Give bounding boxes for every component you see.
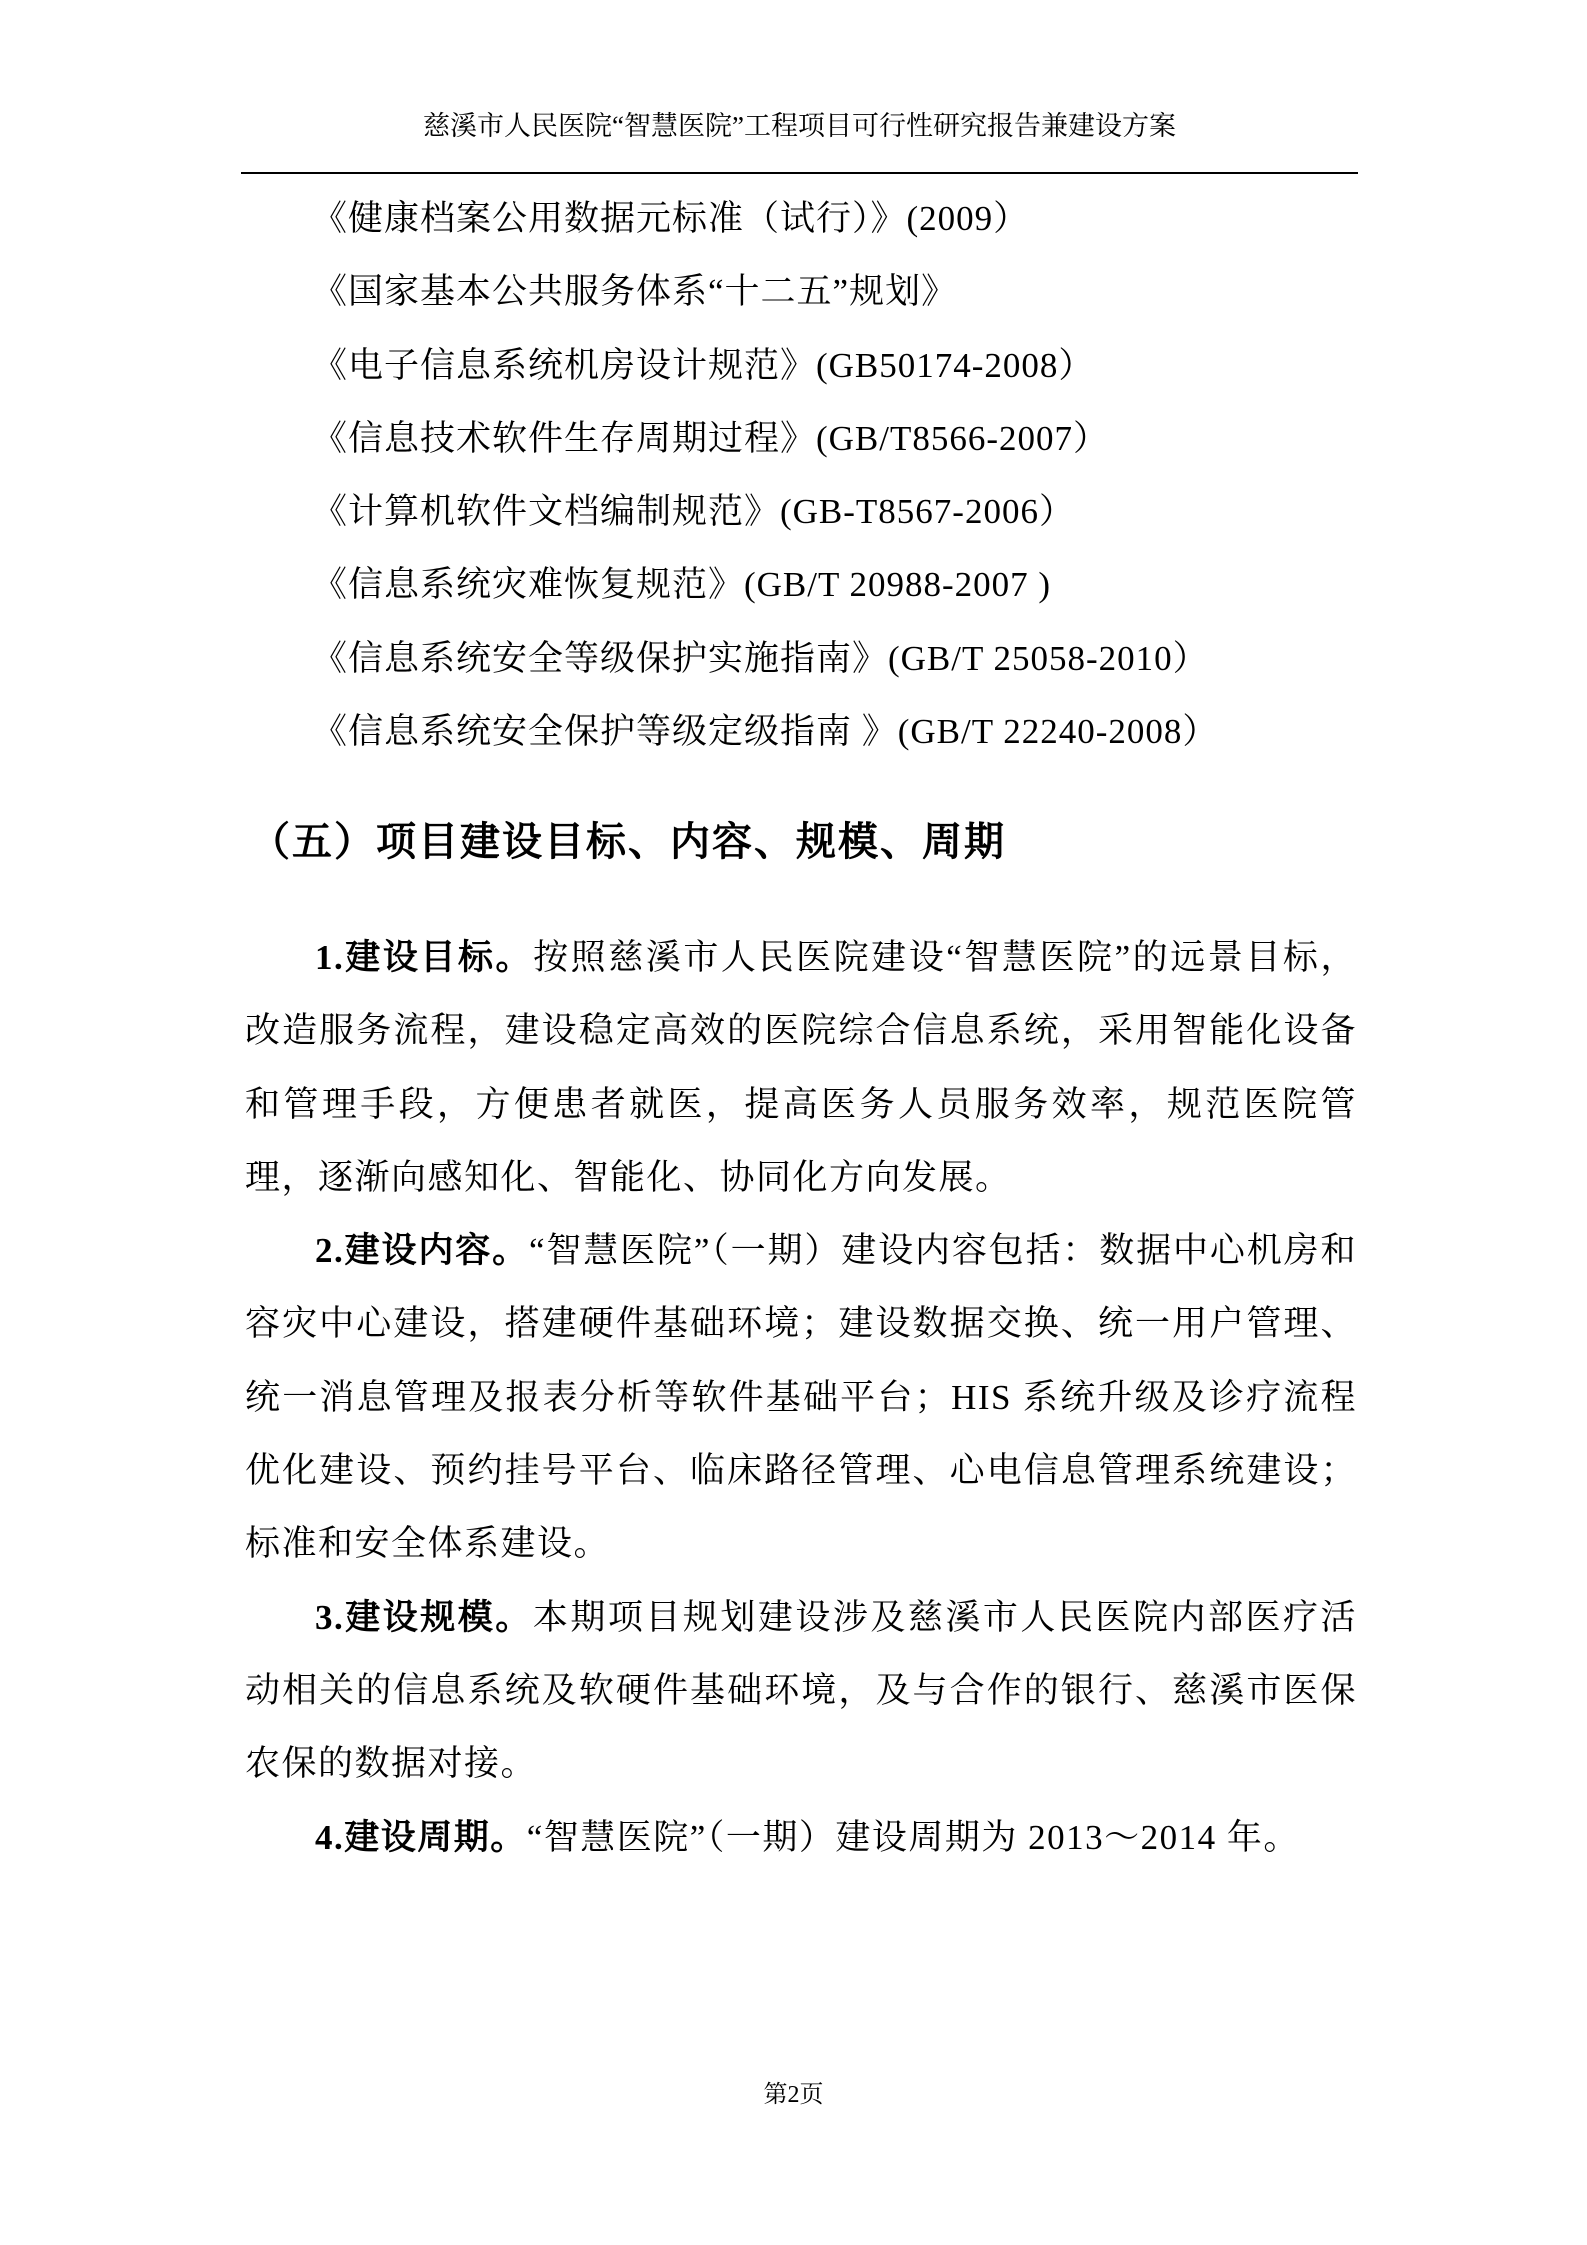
reference-item: 《信息系统安全保护等级定级指南 》(GB/T 22240-2008） xyxy=(312,712,1219,752)
paragraph-lead: 2.建设内容。 xyxy=(315,1231,529,1271)
reference-item: 《健康档案公用数据元标准（试行）》(2009） xyxy=(312,199,1030,238)
reference-item: 《电子信息系统机房设计规范》(GB50174-2008） xyxy=(312,345,1095,385)
page-header: 慈溪市人民医院“智慧医院”工程项目可行性研究报告兼建设方案 xyxy=(423,111,1176,141)
paragraph-content xyxy=(245,1214,1357,1580)
reference-item: 《信息系统灾难恢复规范》(GB/T 20988-2007 ) xyxy=(312,565,1052,605)
reference-item: 《信息技术软件生存周期过程》(GB/T8566-2007） xyxy=(312,418,1110,458)
paragraph-scale xyxy=(245,1581,1357,1801)
page-number: 第2页 xyxy=(763,2082,824,2108)
paragraph-goal xyxy=(245,921,1357,1214)
paragraph-text: “智慧医院”（一期）建设周期为 2013～2014 年。 xyxy=(526,1817,1300,1857)
paragraph-period xyxy=(245,1801,1357,1874)
paragraph-lead: 4.建设周期。 xyxy=(315,1817,527,1857)
paragraph-lead: 3.建设规模。 xyxy=(315,1597,533,1637)
reference-list xyxy=(312,182,1352,768)
reference-item: 《信息系统安全等级保护实施指南》(GB/T 25058-2010） xyxy=(312,638,1209,678)
reference-item: 《计算机软件文档编制规范》(GB-T8567-2006） xyxy=(312,492,1075,532)
paragraph-text: 按照慈溪市人民医院建设“智慧医院”的远景目标，改造服务流程，建设稳定高效的医院综合信息系统，采用智能化设备和管理手段，方便患者就医，提高医务人员服务效率，规范医院管理，逐渐向感知化、智能化、协同化方向发展。 xyxy=(245,938,1357,1197)
paragraph-text: “智慧医院”（一期）建设内容包括：数据中心机房和容灾中心建设，搭建硬件基础环境；建设数据交换、统一用户管理、统一消息管理及报表分析等软件基础平台；HIS 系统升级及诊疗流程优化建设、预约挂号平台、临床路径管理、心电信息管理系统建设；标准和安全体系建设。 xyxy=(245,1231,1357,1564)
section-heading: （五）项目建设目标、内容、规模、周期 xyxy=(250,819,1006,864)
paragraph-text: 本期项目规划建设涉及慈溪市人民医院内部医疗活动相关的信息系统及软硬件基础环境，及与合作的银行、慈溪市医保农保的数据对接。 xyxy=(245,1597,1357,1784)
reference-item: 《国家基本公共服务体系“十二五”规划》 xyxy=(312,272,958,312)
body-text xyxy=(245,921,1357,1874)
paragraph-lead: 1.建设目标。 xyxy=(315,938,534,977)
header-rule xyxy=(241,172,1358,174)
